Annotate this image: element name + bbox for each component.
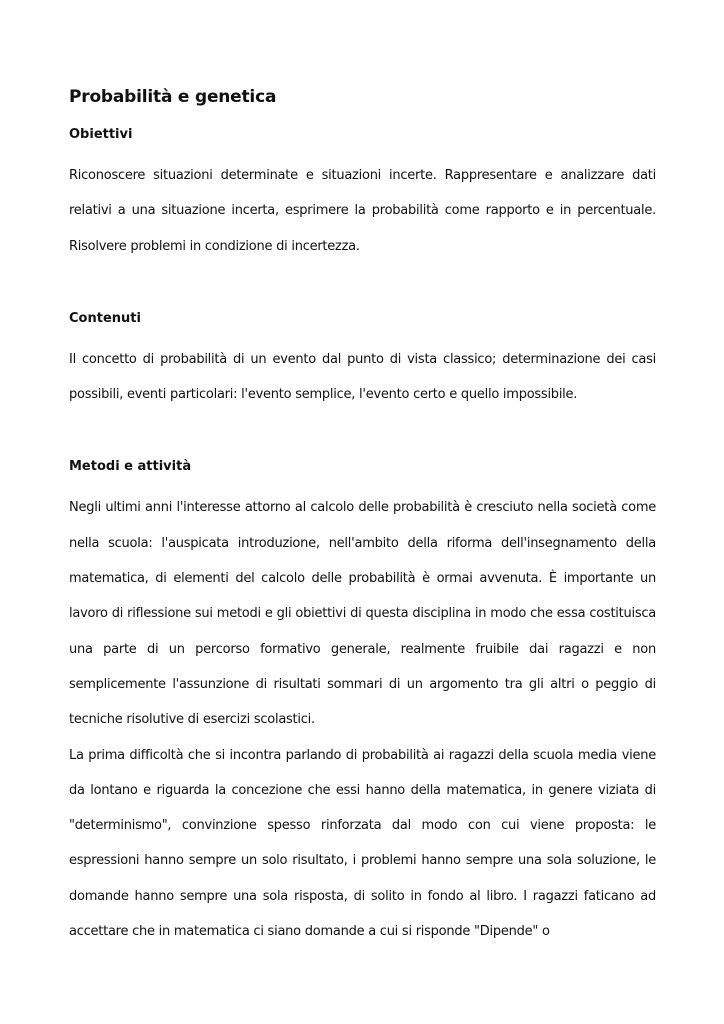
section-heading-metodi: Metodi e attività xyxy=(69,459,192,475)
section-metodi xyxy=(69,456,656,949)
section-obiettivi xyxy=(69,124,656,264)
section-contenuti xyxy=(69,308,656,413)
paragraph-metodi-2: La prima difficoltà che si incontra parlando di probabilità ai ragazzi della scuola media viene da lontano e riguarda la concezione che essi hanno della matematica, in genere viziata di "determinismo", convinzione spesso rinforzata dal modo con cui viene proposta: le espressioni hanno sempre un solo risultato, i problemi hanno sempre una sola soluzione, le domande hanno sempre una sola risposta, di solito in fondo al libro. I ragazzi faticano ad accettare che in matematica ci siano domande a cui si risponde "Dipende" o xyxy=(69,747,656,940)
section-heading-obiettivi: Obiettivi xyxy=(69,127,133,142)
paragraph-metodi-1: Negli ultimi anni l'interesse attorno al calcolo delle probabilità è cresciuto nella società come nella scuola: l'auspicata introduzione, nell'ambito della riforma dell'insegnamento della matematica, di elementi del calcolo delle probabilità è ormai avvenuta. È importante un lavoro di riflessione sui metodi e gli obiettivi di questa disciplina in modo che essa costituisca una parte di un percorso formativo generale, realmente fruibile dai ragazzi e non semplicemente l'assunzione di risultati sommari di un argomento tra gli altri o peggio di tecniche risolutive di esercizi scolastici. xyxy=(69,500,656,728)
document-page xyxy=(69,83,656,949)
paragraph-obiettivi: Riconoscere situazioni determinate e situazioni incerte. Rappresentare e analizzare dati relativi a una situazione incerta, esprimere la probabilità come rapporto e in percentuale. Risolvere problemi in condizione di incertezza. xyxy=(69,168,656,254)
paragraph-contenuti: Il concetto di probabilità di un evento dal punto di vista classico; determinazione dei casi possibili, eventi particolari: l'evento semplice, l'evento certo e quello impossibile. xyxy=(69,351,656,403)
section-heading-contenuti: Contenuti xyxy=(69,310,141,326)
document-title: Probabilità e genetica xyxy=(69,87,277,107)
